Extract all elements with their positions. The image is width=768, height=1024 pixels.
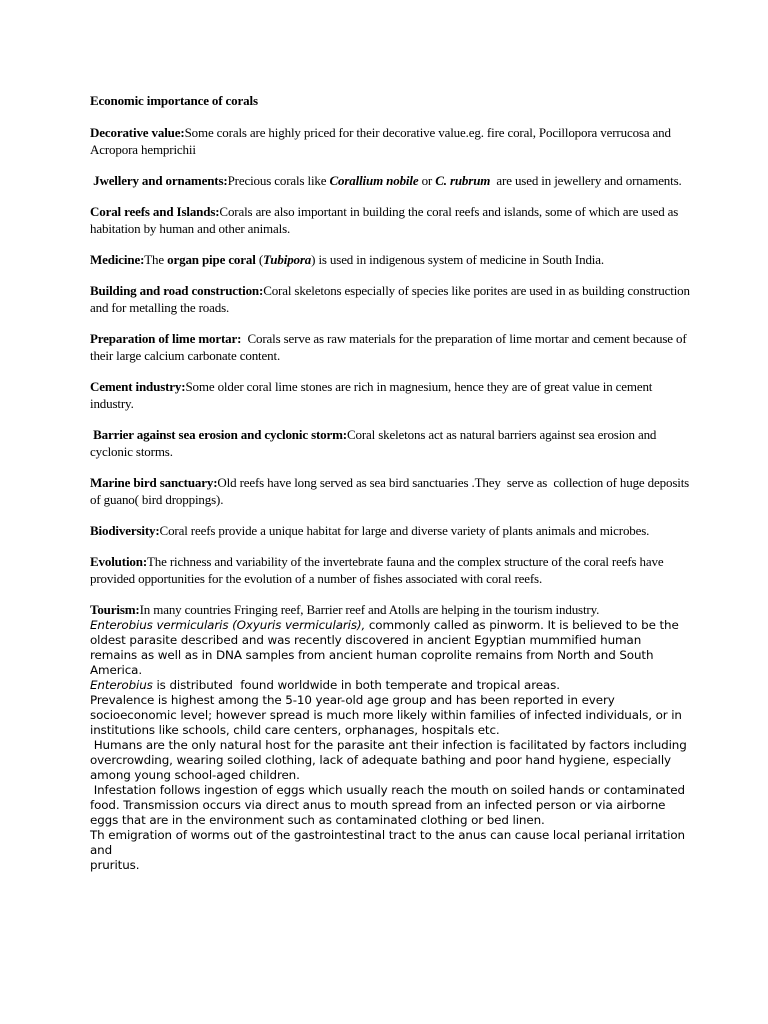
section-text: Some corals are highly priced for their decorative value.eg. fire coral, Pocillopora verrucosa and Acropora hemprichii	[90, 125, 671, 157]
paragraph-text: commonly called as pinworm. It is believed to be the oldest parasite described and was recently discovered in ancient Egyptian mummified human remains as well as in DNA samples from ancient human coprolite remains from North and South America.	[90, 618, 679, 677]
section-term: Decorative value:	[90, 125, 185, 140]
section-text: )	[311, 252, 316, 267]
section-term: Jwellery and ornaments:	[90, 173, 228, 188]
section-decorative-value	[90, 124, 690, 158]
section-text: are used in jewellery and ornaments.	[490, 173, 682, 188]
section-term: Barrier against sea erosion and cyclonic storm:	[90, 427, 347, 442]
section-barrier-sea-erosion	[90, 426, 690, 460]
species-name: C. rubrum	[435, 173, 491, 188]
section-text: Corals serve as raw materials for the preparation of lime mortar and cement because of their large calcium carbonate content.	[90, 331, 690, 363]
document-title: Economic importance of corals	[90, 93, 258, 108]
document-page	[90, 92, 693, 873]
pinworm-paragraph: Th emigration of worms out of the gastrointestinal tract to the anus can cause local perianal irritation and	[90, 828, 685, 857]
section-text: Old reefs have long served as sea bird sanctuaries .They serve as collection of huge deposits of guano( bird droppings).	[90, 475, 693, 507]
section-text: Precious corals like	[227, 173, 330, 188]
section-text: Corals are also important in building the coral reefs and islands, some of which are used as habitation by human and other animals.	[90, 204, 679, 236]
pinworm-paragraph	[90, 618, 690, 678]
pinworm-block	[90, 618, 690, 873]
section-coral-reefs-islands	[90, 203, 690, 237]
pinworm-paragraph: Infestation follows ingestion of eggs which usually reach the mouth on soiled hands or contaminated food. Transmission occurs via direct anus to mouth spread from an infected person or via airborne eggs that are in the environment such as contaminated clothing or bed linen.	[90, 783, 689, 827]
paragraph-text: is distributed found worldwide in both temperate and tropical areas.	[152, 678, 560, 692]
section-evolution	[90, 553, 690, 587]
species-name: Enterobius	[90, 678, 153, 692]
species-name: Tubipora	[263, 252, 312, 267]
section-cement-industry	[90, 378, 690, 412]
highlight-term: organ pipe coral	[167, 252, 256, 267]
section-building-road	[90, 282, 690, 316]
pinworm-paragraph: pruritus.	[90, 858, 140, 872]
section-term: Evolution:	[90, 554, 148, 569]
section-text: Coral reefs provide a unique habitat for large and diverse variety of plants animals and microbes.	[159, 523, 650, 538]
pinworm-paragraph: Prevalence is highest among the 5-10 year-old age group and has been reported in every socioeconomic level; however spread is much more likely within families of infected individuals, or in institutions like schools, child care centers, orphanages, hospitals etc.	[90, 693, 682, 737]
section-term: Cement industry:	[90, 379, 186, 394]
section-text: or	[418, 173, 436, 188]
section-term: Marine bird sanctuary:	[90, 475, 218, 490]
section-text: Some older coral lime stones are rich in magnesium, hence they are of great value in cement industry.	[90, 379, 653, 411]
section-term: Building and road construction:	[90, 283, 264, 298]
section-jewellery	[90, 172, 690, 189]
pinworm-paragraph	[90, 678, 690, 693]
section-text: Coral skeletons especially of species like porites are used in as building construction and for metalling the roads.	[90, 283, 690, 315]
section-term: Tourism:	[90, 602, 140, 617]
section-text: In many countries Fringing reef, Barrier reef and Atolls are helping in the tourism industry.	[139, 602, 600, 617]
section-marine-bird-sanctuary	[90, 474, 693, 508]
section-term: Biodiversity:	[90, 523, 160, 538]
section-text: Coral skeletons act as natural barriers against sea erosion and cyclonic storms.	[90, 427, 657, 459]
section-text: (	[255, 252, 263, 267]
species-name: Corallium nobile	[329, 173, 419, 188]
section-term: Medicine:	[90, 252, 145, 267]
section-biodiversity	[90, 522, 690, 539]
section-tourism	[90, 601, 690, 618]
species-name: Enterobius vermicularis (Oxyuris vermicularis),	[90, 618, 366, 632]
section-medicine	[90, 251, 690, 268]
section-text: is used in indigenous system of medicine in South India.	[315, 252, 604, 267]
section-text: The richness and variability of the invertebrate fauna and the complex structure of the coral reefs have provided opportunities for the evolution of a number of fishes associated with coral reefs.	[90, 554, 664, 586]
pinworm-paragraph: Humans are the only natural host for the parasite ant their infection is facilitated by factors including overcrowding, wearing soiled clothing, lack of adequate bathing and poor hand hygiene, especially among young school-aged children.	[90, 738, 691, 782]
section-term: Preparation of lime mortar:	[90, 331, 242, 346]
section-lime-mortar	[90, 330, 690, 364]
section-term: Coral reefs and Islands:	[90, 204, 220, 219]
section-text: The	[144, 252, 168, 267]
